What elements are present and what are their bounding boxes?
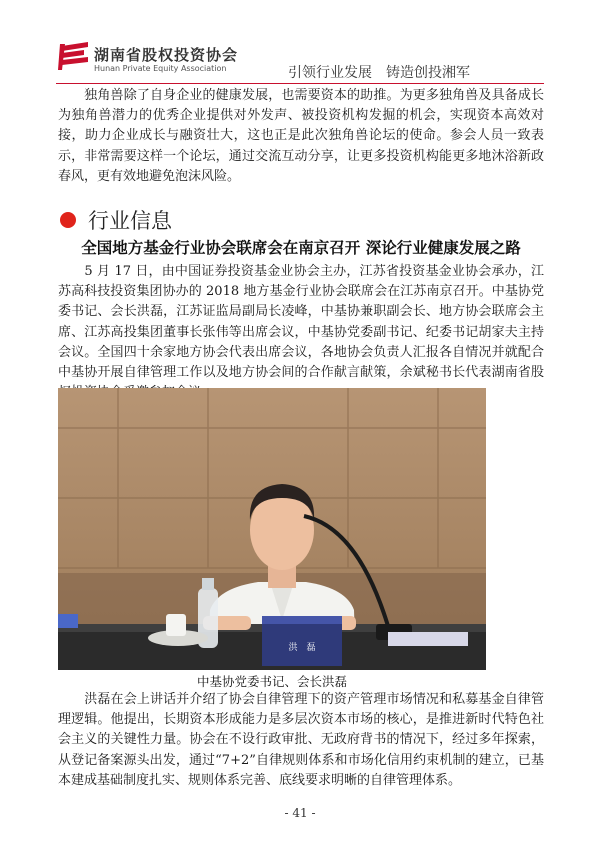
article-paragraph-2: 洪磊在会上讲话并介绍了协会自律管理下的资产管理市场情况和私募基金自律管理逻辑。他提出，长期资本形成能力是多层次资本市场的核心，是推进新时代特色社会主义的关键性力量。协会在不设行政审批、无政府背书的情况下，经过多年探索，从登记备案源头出发，通过“7+2”自律规则体系和市场化信用约束机制的建立，已基本建成基础制度扎实、规则体系完善、底线要求明晰的自律管理体系。: [58, 692, 544, 788]
section-title: 行业信息: [88, 209, 172, 233]
org-name-en: Hunan Private Equity Association: [94, 64, 227, 73]
header-divider: [56, 83, 544, 84]
article-title: 全国地方基金行业协会联席会在南京召开 深论行业健康发展之路: [81, 239, 521, 257]
nameplate-text: 洪 磊: [288, 643, 316, 653]
association-logo: [58, 40, 90, 72]
intro-paragraph: 独角兽除了自身企业的健康发展，也需要资本的助推。为更多独角兽及具备成长为独角兽潜力的优秀企业提供对外发声、被投资机构发掘的机会，实现资本高效对接，助力企业成长与融资壮大，这也正是此次独角兽论坛的使命。参会人员一致表示，非常需要这样一个论坛，通过交流互动分享，让更多投资机构能更多地沐浴新政春风，更有效地避免泡沫风险。: [58, 88, 544, 184]
section-bullet-icon: [60, 212, 76, 228]
photo-caption: 中基协党委书记、会长洪磊: [196, 674, 347, 689]
header-slogan: 引领行业发展 铸造创投湘军: [288, 65, 470, 81]
article-paragraph-1: 5 月 17 日，由中国证券投资基金业协会主办，江苏省投资基金业协会承办，江苏高科技投资集团协办的 2018 地方基金行业协会联席会在江苏南京召开。中基协党委书记、会长洪磊，江苏证监局副局长凌峰，中基协兼职副会长、地方协会联席会主席、江苏高投集团董事长张伟等出席会议，中基协党委副书记、纪委书记胡家夫主持会议。全国四十余家地方协会代表出席会议，各地协会负责人汇报各自情况并就配合中基协开展自律管理工作以及地方协会间的合作献言献策，余斌秘书长代表湖南省股: [58, 264, 544, 381]
speaker-photo: [58, 388, 486, 670]
page-header: [0, 0, 600, 84]
page-number: - 41 -: [284, 806, 316, 820]
org-name-cn: 湖南省股权投资协会: [94, 46, 239, 64]
